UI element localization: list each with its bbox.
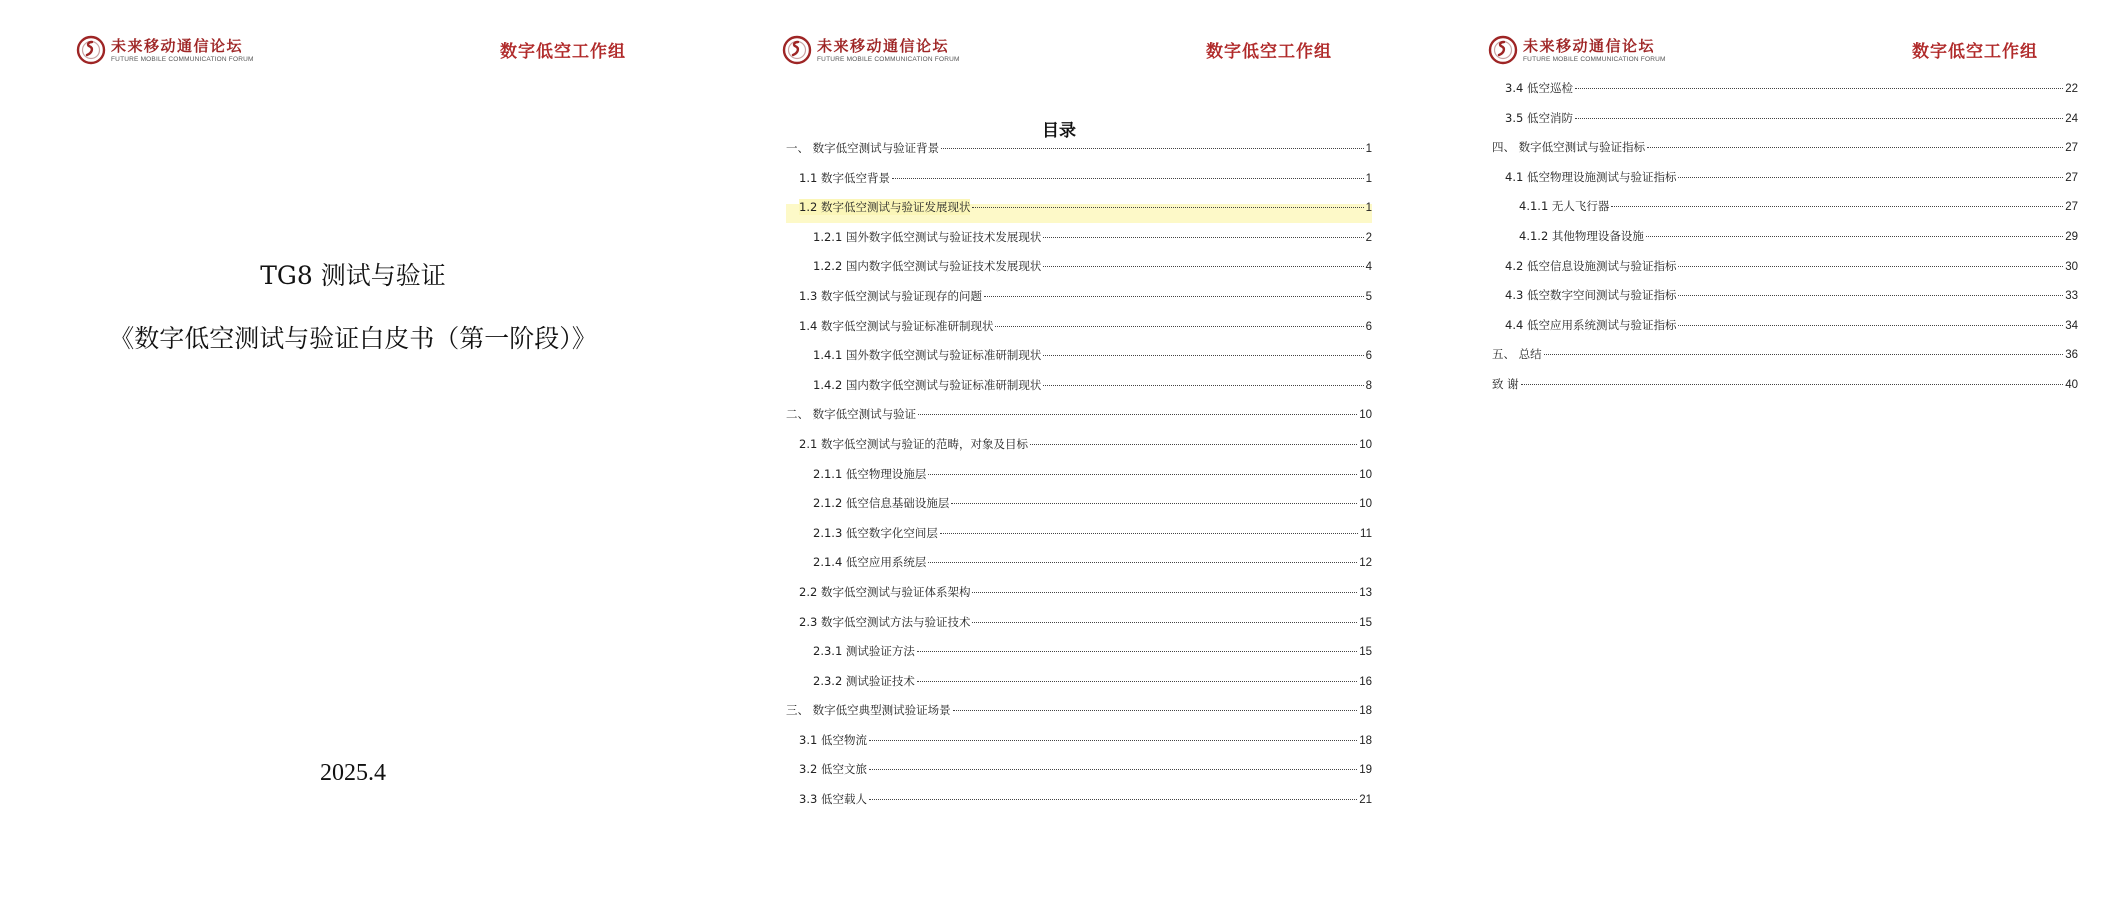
toc-dot-leader <box>972 592 1357 593</box>
toc-entry[interactable] <box>786 258 1372 288</box>
toc-dot-leader <box>984 296 1364 297</box>
toc-entry-label: 4.1.1 无人飞行器 <box>1519 199 1610 214</box>
toc-entry-label: 1.4.1 国外数字低空测试与验证标准研制现状 <box>813 348 1042 363</box>
toc-dot-leader <box>869 740 1357 741</box>
toc-entry[interactable] <box>786 318 1372 348</box>
toc-dot-leader <box>951 503 1357 504</box>
logo-name-en: FUTURE MOBILE COMMUNICATION FORUM <box>111 55 254 63</box>
toc-entry-label: 2.1 数字低空测试与验证的范畴，对象及目标 <box>799 436 1028 451</box>
toc-entry-label: 2.1.3 低空数字化空间层 <box>813 525 938 540</box>
toc-dot-leader <box>928 474 1357 475</box>
toc-entry-label: 3.5 低空消防 <box>1505 110 1573 125</box>
toc-dot-leader <box>941 148 1363 149</box>
toc-entry-label: 2.3 数字低空测试方法与验证技术 <box>799 614 971 629</box>
toc-entry-label: 4.2 低空信息设施测试与验证指标 <box>1505 258 1677 273</box>
toc-dot-leader <box>1611 206 2063 207</box>
toc-list <box>1492 80 2078 406</box>
toc-entry-label: 1.2.2 国内数字低空测试与验证技术发展现状 <box>813 259 1042 274</box>
toc-entry-label: 三、 数字低空典型测试验证场景 <box>786 703 951 718</box>
toc-dot-leader <box>1043 355 1363 356</box>
toc-entry[interactable] <box>786 673 1372 703</box>
toc-entry-label: 2.3.2 测试验证技术 <box>813 673 915 688</box>
toc-entry-page-number: 16 <box>1359 675 1372 688</box>
toc-entry[interactable] <box>1492 80 2078 110</box>
toc-entry-label: 1.2 数字低空测试与验证发展现状 <box>799 200 971 215</box>
toc-entry-label: 4.1 低空物理设施测试与验证指标 <box>1505 169 1677 184</box>
working-group-title: 数字低空工作组 <box>1206 42 1332 62</box>
toc-dot-leader <box>953 710 1358 711</box>
toc-dot-leader <box>1544 354 2064 355</box>
toc-entry-page-number: 36 <box>2065 349 2078 362</box>
toc-entry-label: 3.4 低空巡检 <box>1505 81 1573 95</box>
toc-entry[interactable] <box>786 761 1372 791</box>
logo-name-cn: 未来移动通信论坛 <box>111 36 244 55</box>
toc-entry-label: 1.4.2 国内数字低空测试与验证标准研制现状 <box>813 377 1042 392</box>
toc-page-1 <box>706 0 1412 915</box>
toc-entry[interactable] <box>786 377 1372 407</box>
toc-entry-label: 4.1.2 其他物理设备设施 <box>1519 228 1644 243</box>
toc-entry-page-number: 8 <box>1365 379 1372 392</box>
toc-page-2 <box>1412 0 2118 915</box>
toc-entry-page-number: 18 <box>1359 705 1372 718</box>
toc-dot-leader <box>1678 295 2063 296</box>
toc-dot-leader <box>1030 444 1357 445</box>
toc-entry-page-number: 24 <box>2065 112 2078 125</box>
toc-entry-page-number: 12 <box>1359 557 1372 570</box>
toc-dot-leader <box>928 562 1357 563</box>
logo-name-en: FUTURE MOBILE COMMUNICATION FORUM <box>1523 55 1666 63</box>
toc-entry[interactable] <box>1492 110 2078 140</box>
logo-name-en: FUTURE MOBILE COMMUNICATION FORUM <box>817 55 960 63</box>
toc-dot-leader <box>917 681 1357 682</box>
toc-entry[interactable] <box>1492 169 2078 199</box>
toc-entry[interactable] <box>1492 228 2078 258</box>
toc-entry-page-number: 13 <box>1359 586 1372 599</box>
toc-entry-label: 1.2.1 国外数字低空测试与验证技术发展现状 <box>813 229 1042 244</box>
cover-page <box>0 0 706 915</box>
toc-dot-leader <box>1678 266 2063 267</box>
document-subtitle: 《数字低空测试与验证白皮书（第一阶段）》 <box>109 324 597 353</box>
toc-entry-page-number: 15 <box>1359 646 1372 659</box>
toc-dot-leader <box>1646 236 2063 237</box>
toc-entry-label: 二、 数字低空测试与验证 <box>786 407 917 422</box>
toc-entry-label: 2.1.2 低空信息基础设施层 <box>813 496 950 511</box>
toc-entry-label: 1.4 数字低空测试与验证标准研制现状 <box>799 318 994 333</box>
toc-entry[interactable] <box>786 702 1372 732</box>
toc-dot-leader <box>1647 147 2063 148</box>
toc-entry[interactable] <box>786 614 1372 644</box>
logo-name-cn: 未来移动通信论坛 <box>817 36 950 55</box>
toc-dot-leader <box>995 326 1363 327</box>
toc-entry-page-number: 2 <box>1365 231 1372 244</box>
toc-entry-label: 3.2 低空文旅 <box>799 762 867 777</box>
toc-dot-leader <box>892 178 1364 179</box>
toc-heading: 目录 <box>1042 121 1076 141</box>
toc-entry-page-number: 10 <box>1359 438 1372 451</box>
toc-dot-leader <box>972 622 1357 623</box>
toc-entry-label: 五、 总结 <box>1492 347 1542 362</box>
toc-entry-page-number: 27 <box>2065 142 2078 155</box>
toc-entry[interactable] <box>786 495 1372 525</box>
toc-entry[interactable] <box>786 554 1372 584</box>
toc-entry[interactable] <box>786 732 1372 762</box>
toc-entry-page-number: 15 <box>1359 616 1372 629</box>
forum-logo <box>76 32 254 68</box>
toc-entry-label: 2.3.1 测试验证方法 <box>813 644 915 659</box>
toc-entry[interactable] <box>1492 317 2078 347</box>
toc-entry-label: 一、 数字低空测试与验证背景 <box>786 141 940 155</box>
toc-entry-page-number: 33 <box>2065 290 2078 303</box>
toc-dot-leader <box>1575 118 2063 119</box>
toc-dot-leader <box>1678 177 2063 178</box>
toc-entry[interactable] <box>786 140 1372 170</box>
toc-dot-leader <box>918 414 1357 415</box>
working-group-title: 数字低空工作组 <box>500 42 626 62</box>
toc-entry-label: 1.1 数字低空背景 <box>799 170 890 185</box>
forum-logo-icon <box>1488 35 1518 65</box>
toc-entry[interactable] <box>786 525 1372 555</box>
toc-entry[interactable] <box>1492 258 2078 288</box>
toc-entry-label: 2.1.4 低空应用系统层 <box>813 555 927 570</box>
toc-entry-page-number: 1 <box>1365 202 1372 215</box>
toc-entry-label: 3.3 低空载人 <box>799 792 867 807</box>
toc-entry-page-number: 10 <box>1359 468 1372 481</box>
toc-entry-page-number: 10 <box>1359 498 1372 511</box>
toc-entry-label: 四、 数字低空测试与验证指标 <box>1492 140 1646 155</box>
toc-entry-page-number: 6 <box>1365 320 1372 333</box>
document-date: 2025.4 <box>320 760 386 786</box>
toc-entry[interactable] <box>1492 346 2078 376</box>
toc-entry[interactable] <box>786 347 1372 377</box>
toc-dot-leader <box>1678 325 2063 326</box>
forum-logo <box>782 32 960 68</box>
toc-entry-page-number: 19 <box>1359 764 1372 777</box>
toc-dot-leader <box>917 651 1357 652</box>
toc-entry[interactable] <box>1492 198 2078 228</box>
toc-entry-page-number: 27 <box>2065 171 2078 184</box>
toc-entry[interactable] <box>786 406 1372 436</box>
toc-list <box>786 140 1372 821</box>
toc-dot-leader <box>972 207 1363 208</box>
toc-entry-label: 4.4 低空应用系统测试与验证指标 <box>1505 317 1677 332</box>
toc-entry-page-number: 30 <box>2065 260 2078 273</box>
forum-logo-icon <box>76 35 106 65</box>
toc-entry[interactable] <box>786 288 1372 318</box>
toc-entry[interactable] <box>786 229 1372 259</box>
toc-entry-page-number: 4 <box>1365 261 1372 274</box>
toc-entry[interactable] <box>786 466 1372 496</box>
toc-entry-page-number: 5 <box>1365 290 1372 303</box>
toc-entry-label: 4.3 低空数字空间测试与验证指标 <box>1505 288 1677 303</box>
toc-entry-page-number: 6 <box>1365 350 1372 363</box>
toc-entry[interactable] <box>1492 287 2078 317</box>
toc-entry[interactable] <box>786 584 1372 614</box>
toc-entry-label: 1.3 数字低空测试与验证现存的问题 <box>799 288 982 303</box>
toc-entry[interactable] <box>786 791 1372 821</box>
toc-entry-label: 2.1.1 低空物理设施层 <box>813 466 927 481</box>
toc-entry-page-number: 18 <box>1359 734 1372 747</box>
working-group-title: 数字低空工作组 <box>1912 42 2038 62</box>
document-title: TG8 测试与验证 <box>260 261 446 290</box>
toc-entry-page-number: 22 <box>2065 83 2078 95</box>
toc-dot-leader <box>940 533 1358 534</box>
logo-name-cn: 未来移动通信论坛 <box>1523 36 1656 55</box>
toc-entry[interactable] <box>786 436 1372 466</box>
toc-entry-label: 致 谢 <box>1492 376 1519 391</box>
toc-entry-page-number: 1 <box>1365 143 1372 155</box>
toc-entry[interactable] <box>786 199 1372 229</box>
toc-entry-page-number: 11 <box>1360 527 1372 540</box>
toc-entry-page-number: 27 <box>2065 201 2078 214</box>
toc-dot-leader <box>869 769 1357 770</box>
forum-logo <box>1488 32 1666 68</box>
forum-logo-icon <box>782 35 812 65</box>
toc-entry-page-number: 29 <box>2065 230 2078 243</box>
toc-dot-leader <box>1521 384 2064 385</box>
toc-entry[interactable] <box>786 643 1372 673</box>
toc-entry-label: 3.1 低空物流 <box>799 732 867 747</box>
toc-entry[interactable] <box>1492 139 2078 169</box>
toc-dot-leader <box>869 799 1357 800</box>
toc-dot-leader <box>1043 237 1363 238</box>
toc-entry[interactable] <box>786 170 1372 200</box>
toc-entry-page-number: 1 <box>1365 172 1372 185</box>
toc-dot-leader <box>1043 385 1363 386</box>
toc-entry-label: 2.2 数字低空测试与验证体系架构 <box>799 584 971 599</box>
toc-entry-page-number: 40 <box>2065 378 2078 391</box>
toc-entry-page-number: 10 <box>1359 409 1372 422</box>
toc-entry-page-number: 21 <box>1359 794 1372 807</box>
toc-dot-leader <box>1575 88 2063 89</box>
toc-entry-page-number: 34 <box>2065 319 2078 332</box>
toc-entry[interactable] <box>1492 376 2078 406</box>
toc-dot-leader <box>1043 266 1363 267</box>
